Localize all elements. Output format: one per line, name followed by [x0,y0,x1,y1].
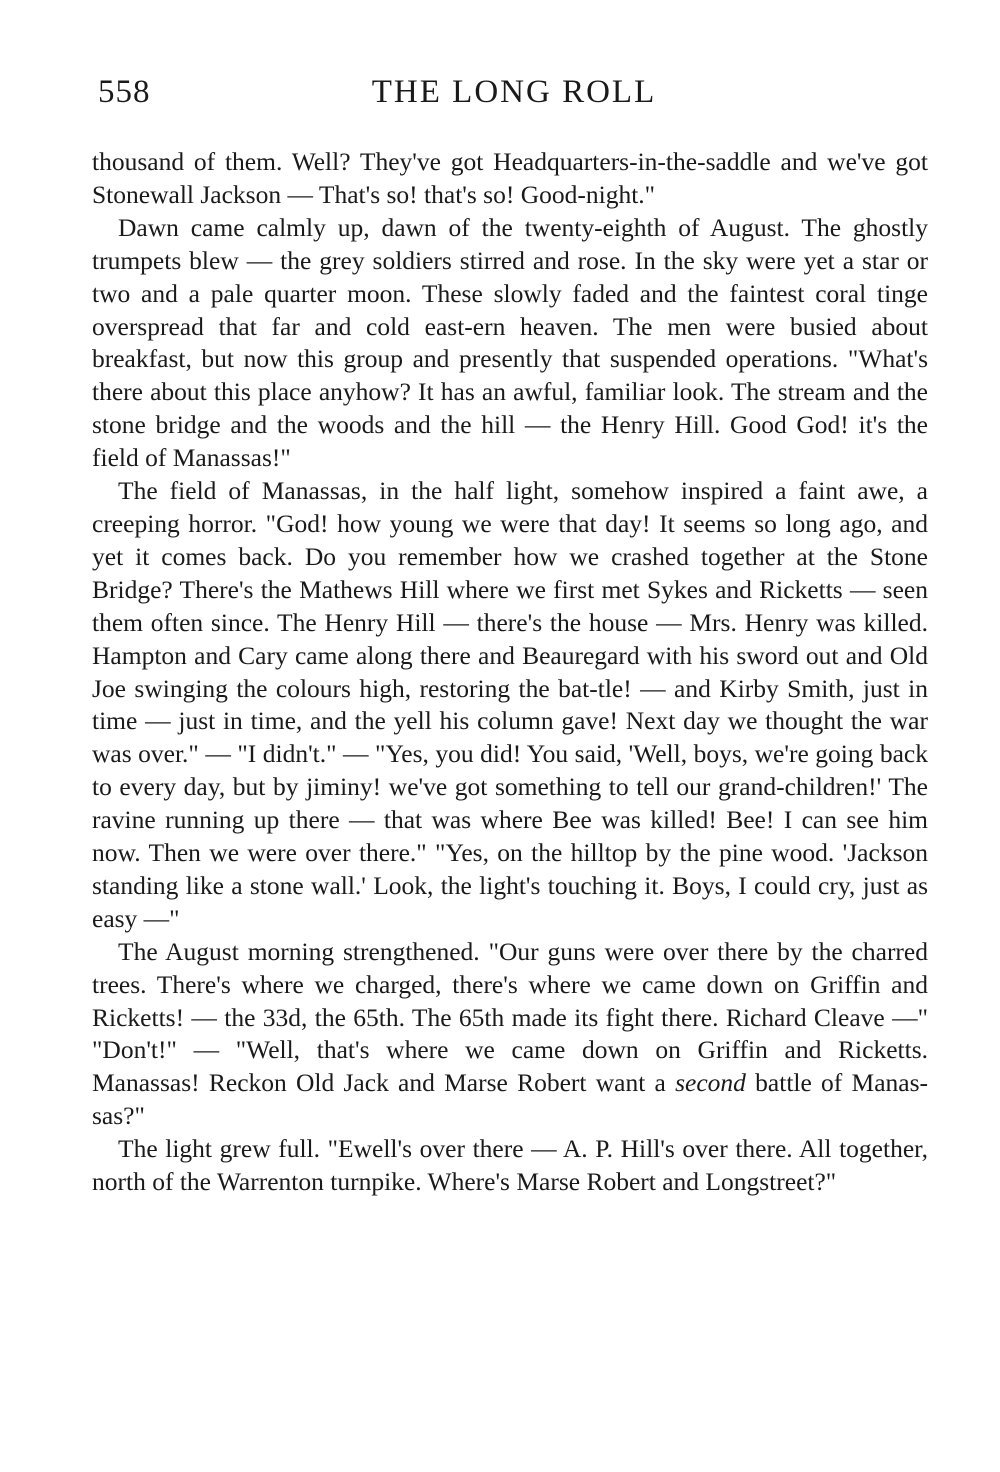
body-text [92,146,928,1199]
paragraph-text: battle of Manas-sas?" [92,1068,929,1131]
paragraph: Dawn came calmly up, dawn of the twenty-eighth of August. The ghostly trumpets blew — the grey soldiers stirred and rose. In the sky were yet a star or two and a pale quarter moon. These slowly faded and the faintest coral tinge overspread that far and cold east-ern heaven. The men were busied about breakfast, but now this group and presently that suspended operations. "What's there about this place anyhow? It has an awful, familiar look. The stream and the stone bridge and the woods and the hill — the Henry Hill. Good God! it's the field of Manassas!" [92,212,928,473]
paragraph: thousand of them. Well? They've got Headquarters-in-the-saddle and we've got Stonewall Jackson — That's so! that's so! Good-night." [92,147,928,209]
paragraph: The field of Manassas, in the half light, somehow inspired a faint awe, a creeping horror. "God! how young we were that day! It seems so long ago, and yet it comes back. Do you remember how we crashed together at the Stone Bridge? There's the Mathews Hill where we first met Sykes and Ricketts — seen them often since. The Henry Hill — there's the house — Mrs. Henry was killed. Hampton and Cary came along there and Beauregard with his sword out and Old Joe swinging the colours high, restoring the bat-tle! — and Kirby Smith, just in time — just in time, and the yell his column gave! Next day we thought the war was over." — "I didn't." — "Yes, you did! You said, 'Well, boys, we're going back to every day, but by jiminy! we've got something to tell our grand-children!' The ravine running up there — that was where Bee was killed! Bee! I can see him now. Then we were over there." "Yes, on the hilltop by the pine wood. 'Jackson standing like a stone wall.' Look, the light's touching it. Boys, I could cry, just as easy —" [92,476,928,933]
page-number: 558 [98,74,151,110]
paragraph [92,936,928,1133]
paragraph-text: The August morning strengthened. "Our guns were over there by the charred trees. There's where we charged, there's where we came down on Griffin and Ricketts! — the 33d, the 65th. The 65th made its fight there. Richard Cleave —" "Don't!" — "Well, that's where we came down on Griffin and Ricketts. Manassas! Reckon Old Jack and Marse Robert want a [92,936,928,1098]
running-title: THE LONG ROLL [371,74,657,110]
emphasized-word: second [675,1068,746,1098]
page-header [98,74,930,124]
paragraph: The light grew full. "Ewell's over there — A. P. Hill's over there. All together, north of the Warrenton turnpike. Where's Marse Robert and Longstreet?" [92,1134,928,1197]
